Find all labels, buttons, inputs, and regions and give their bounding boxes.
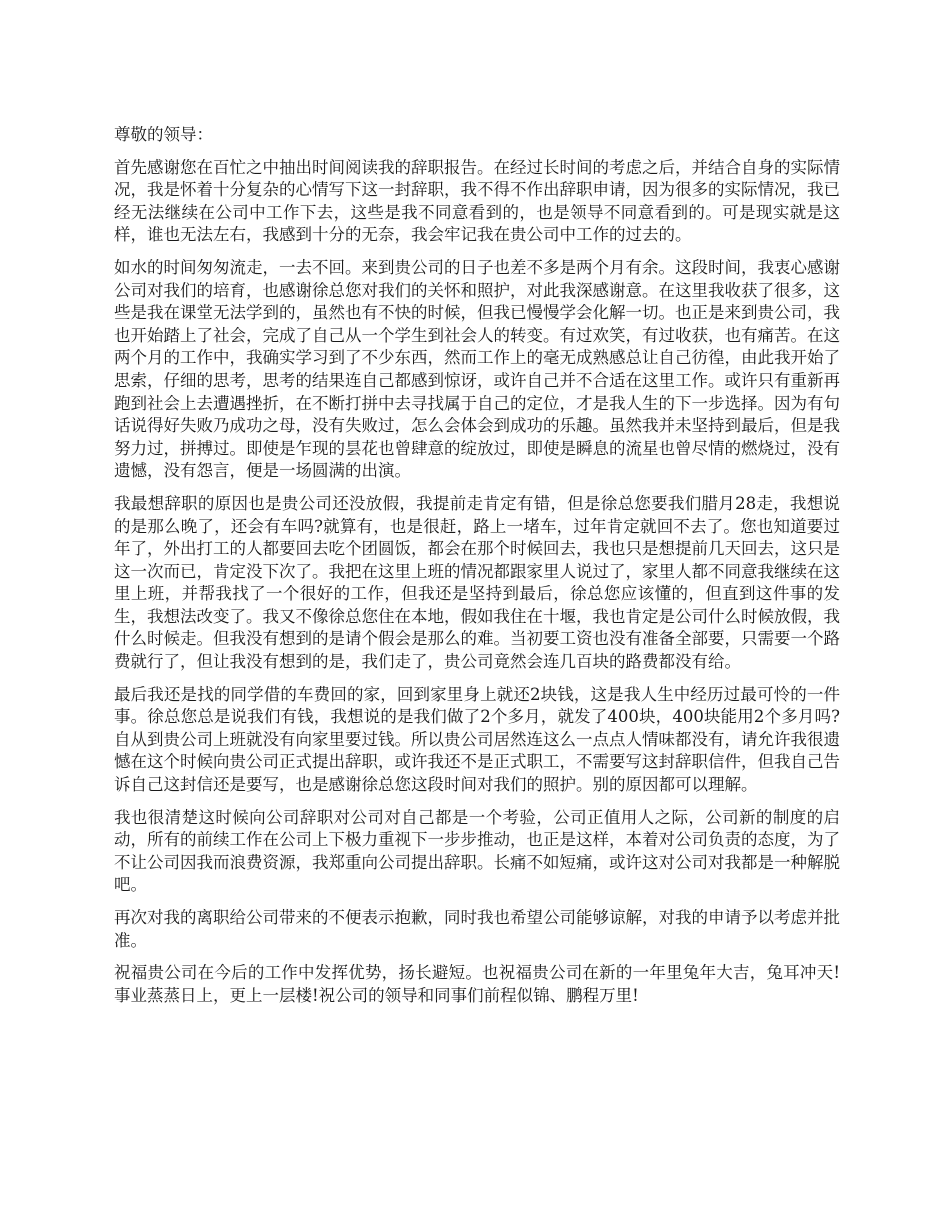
paragraph-apology: 再次对我的离职给公司带来的不便表示抱歉，同时我也希望公司能够谅解，对我的申请予以考虑并批准。 bbox=[114, 908, 840, 950]
paragraph-blessing: 祝福贵公司在今后的工作中发挥优势，扬长避短。也祝福贵公司在新的一年里兔年大吉，兔耳冲天!事业蒸蒸日上，更上一层楼!祝公司的领导和同事们前程似锦、鹏程万里! bbox=[114, 963, 840, 1005]
salutation: 尊敬的领导： bbox=[114, 125, 213, 144]
paragraph-reason: 我最想辞职的原因也是贵公司还没放假，我提前走肯定有错，但是徐总您要我们腊月28走，我想说的是那么晚了，还会有车吗?就算有，也是很赶，路上一堵车，过年肯定就回不去了。您也知道要过年了，外出打工的人都要回去吃个团圆饭，都会在那个时候回去，我也只是想提前几天回去，这只是这一次而已，肯定没下次了。我把在这里上班的情况都跟家里人说过了，家里人都不同意我继续在这里上班，并帮我找了一个很好的工作，但我还是坚持到最后，徐总您应该懂的，但直到这件事的发生，我想法改变了。我又不像徐总您住在本地，假如我住在十堰，我也肯定是公司什么时候放假，我什么时候走。但我没有想到的是请个假会是那么的难。当初要工资也没有准备全部要，只需要一个路费就行了，但让我没有想到的是，我们走了，贵公司竟然会连几百块的路费都没有给。 bbox=[114, 493, 840, 672]
paragraph-hardship: 最后我还是找的同学借的车费回的家，回到家里身上就还2块钱，这是我人生中经历过最可怜的一件事。徐总您总是说我们有钱，我想说的是我们做了2个多月，就发了400块，400块能用2个多月吗?自从到贵公司上班就没有向家里要过钱。所以贵公司居然连这么一点点人情味都没有，请允许我很遗憾在这个时候向贵公司正式提出辞职，或许我还不是正式职工，不需要写这封辞职信件，但我自己告诉自己这封信还是要写，也是感谢徐总您这段时间对我们的照护。别的原因都可以理解。 bbox=[114, 684, 840, 795]
paragraph-reflection: 如水的时间匆匆流走，一去不回。来到贵公司的日子也差不多是两个月有余。这段时间，我衷心感谢公司对我们的培育，也感谢徐总您对我们的关怀和照护，对此我深感谢意。在这里我收获了很多，这些是我在课堂无法学到的，虽然也有不快的时候，但我已慢慢学会化解一切。也正是来到贵公司，我也开始踏上了社会，完成了自己从一个学生到社会人的转变。有过欢笑，有过收获，也有痛苦。在这两个月的工作中，我确实学习到了不少东西，然而工作上的毫无成熟感总让自己彷徨，由此我开始了思索，仔细的思考，思考的结果连自己都感到惊讶，或许自己并不合适在这里工作。或许只有重新再跑到社会上去遭遇挫折，在不断打拼中去寻找属于自己的定位，才是我人生的下一步选择。因为有句话说得好失败乃成功之母，没有失败过，怎么会体会到成功的乐趣。虽然我并未坚持到最后，但是我努力过，拼搏过。即使是乍现的昙花也曾肆意的绽放过，即使是瞬息的流星也曾尽情的燃烧过，没有遗憾，没有怨言，便是一场圆满的出演。 bbox=[114, 257, 840, 481]
paragraph-gratitude-intro: 首先感谢您在百忙之中抽出时间阅读我的辞职报告。在经过长时间的考虑之后，并结合自身的实际情况，我是怀着十分复杂的心情写下这一封辞职，我不得不作出辞职申请，因为很多的实际情况，我已经无法继续在公司中工作下去，这些是我不同意看到的，也是领导不同意看到的。可是现实就是这样，谁也无法左右，我感到十分的无奈，我会牢记我在贵公司中工作的过去的。 bbox=[114, 157, 840, 245]
resignation-letter bbox=[114, 124, 840, 1017]
paragraph-consideration: 我也很清楚这时候向公司辞职对公司对自己都是一个考验，公司正值用人之际，公司新的制度的启动，所有的前续工作在公司上下极力重视下一步步推动，也正是这样，本着对公司负责的态度，为了不让公司因我而浪费资源，我郑重向公司提出辞职。长痛不如短痛，或许这对公司对我都是一种解脱吧。 bbox=[114, 807, 840, 895]
